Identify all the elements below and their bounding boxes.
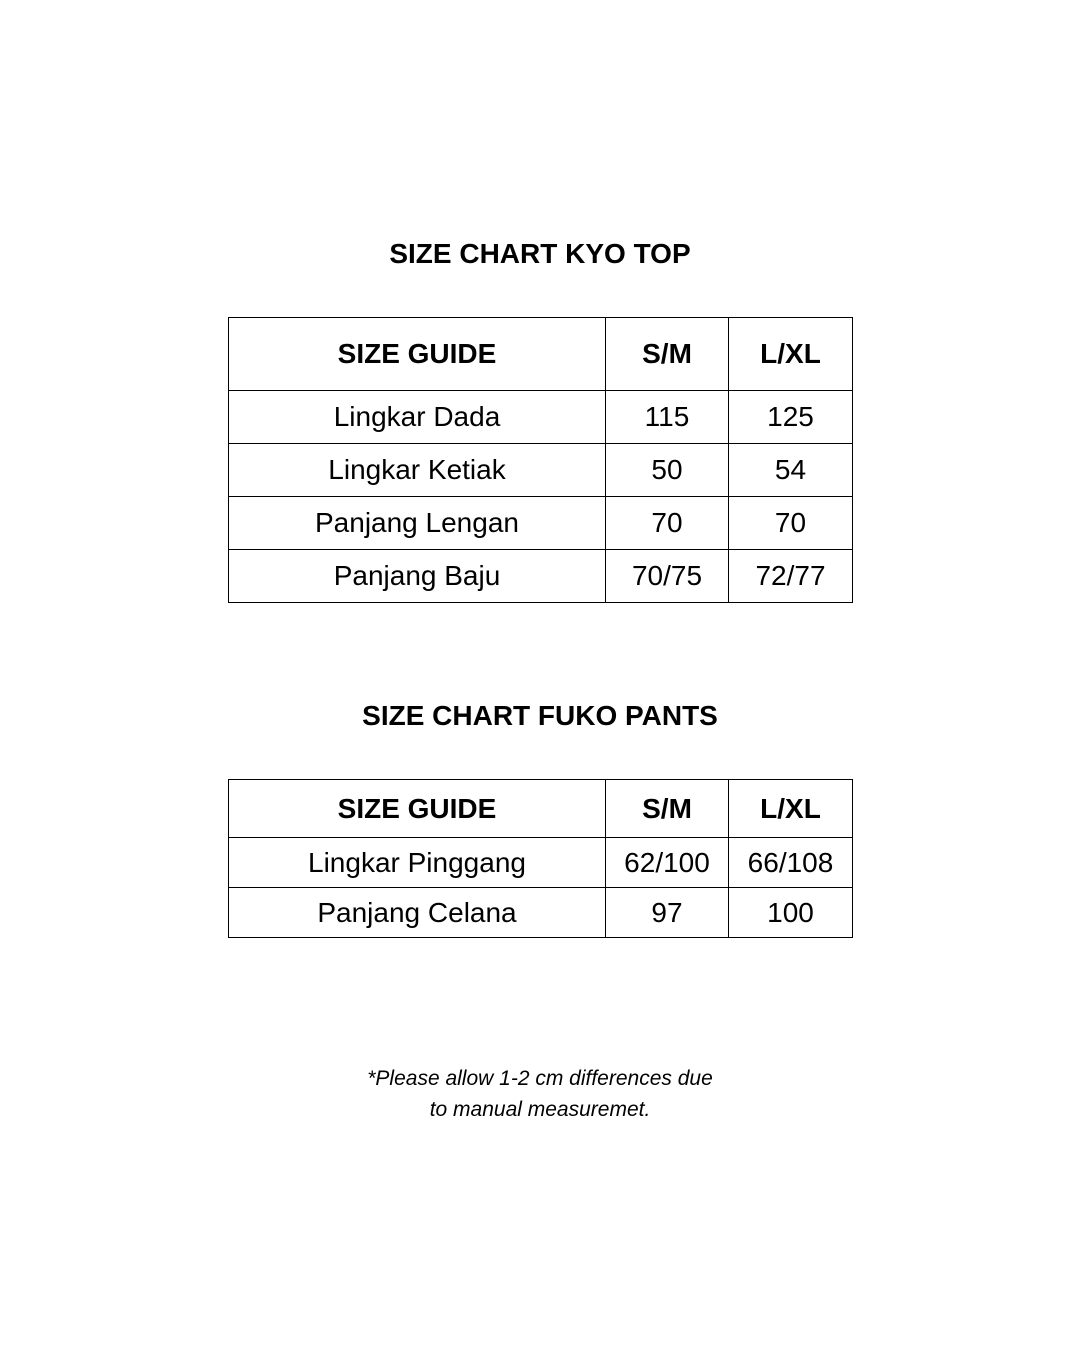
header-size-guide: SIZE GUIDE: [229, 780, 606, 838]
sm-value: 50: [606, 444, 729, 497]
kyo-top-size-table: [228, 317, 853, 603]
table-row: [229, 497, 853, 550]
table-row: [229, 888, 853, 938]
kyo-top-title: SIZE CHART KYO TOP: [389, 238, 691, 269]
header-lxl: L/XL: [729, 318, 853, 391]
table-header-row: [229, 318, 853, 391]
row-label: Panjang Baju: [229, 550, 606, 603]
lxl-value: 125: [729, 391, 853, 444]
note-line-2: to manual measuremet.: [429, 1098, 651, 1121]
sm-value: 97: [606, 888, 729, 938]
lxl-value: 70: [729, 497, 853, 550]
fuko-pants-title: SIZE CHART FUKO PANTS: [362, 700, 718, 731]
lxl-value: 72/77: [729, 550, 853, 603]
fuko-pants-size-table: [228, 779, 853, 938]
row-label: Panjang Lengan: [229, 497, 606, 550]
row-label: Lingkar Dada: [229, 391, 606, 444]
header-size-guide: SIZE GUIDE: [229, 318, 606, 391]
header-sm: S/M: [606, 318, 729, 391]
measurement-note: [0, 1063, 1080, 1125]
table-row: [229, 444, 853, 497]
sm-value: 70: [606, 497, 729, 550]
note-line-1: *Please allow 1-2 cm differences due: [367, 1067, 713, 1090]
sm-value: 115: [606, 391, 729, 444]
lxl-value: 54: [729, 444, 853, 497]
lxl-value: 100: [729, 888, 853, 938]
sm-value: 70/75: [606, 550, 729, 603]
header-sm: S/M: [606, 780, 729, 838]
lxl-value: 66/108: [729, 838, 853, 888]
table-row: [229, 550, 853, 603]
header-lxl: L/XL: [729, 780, 853, 838]
table-row: [229, 391, 853, 444]
table-header-row: [229, 780, 853, 838]
row-label: Panjang Celana: [229, 888, 606, 938]
table-row: [229, 838, 853, 888]
row-label: Lingkar Ketiak: [229, 444, 606, 497]
row-label: Lingkar Pinggang: [229, 838, 606, 888]
sm-value: 62/100: [606, 838, 729, 888]
